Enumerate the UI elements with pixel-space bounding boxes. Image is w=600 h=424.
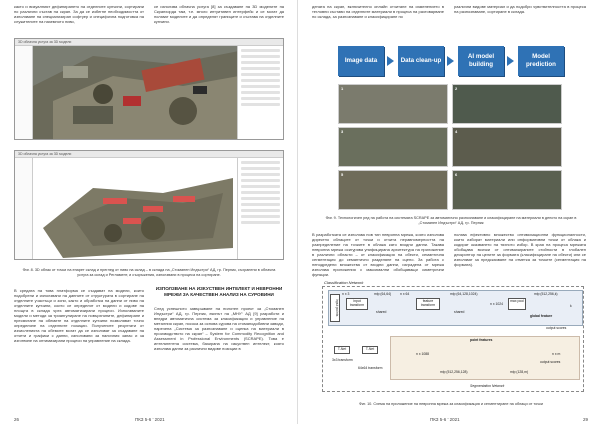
segmentation-region — [390, 336, 580, 380]
mlp2-label: mlp (64,128,1024) — [450, 292, 478, 296]
shared2-label: shared — [454, 310, 465, 314]
matrix1-label: 3x3 transform — [332, 358, 353, 362]
output-scores-2-label: output scores — [540, 360, 561, 364]
scrap-photo-3 — [338, 127, 448, 167]
screenshot-1-viewport — [33, 46, 237, 139]
tnet1-box: T-Net — [334, 346, 350, 354]
left-page — [0, 0, 298, 424]
left-col2-text: След успешното завършване на пилотен проект за „Стоманен Индъстри“ АД, гр. Перник, екипът на „МНУ“ АД [9] разработи и внедри автоматична система за класификация и управление на металния скрап, посока за основа сурова на стоманодобивни заводи, наречена „Система за разпознаване и оценка на материали в производството на скрап“ – System for Commodity Recognition and Assessment in Professional Environments (SCRAPE). Това е интелигентна система, базирана на изкуствен интелект, която използва данни за различни видове позиции в — [154, 306, 284, 351]
figure-8-caption: Фиг. 8. 3D облак от точки на епарет склад и преглед от ниво на склад – в склада на „Стоманен Индъстри“ АД, гр. Перник, съхранени в облачна услуга за склад и Регламент, и съоръжения, използвани в процеса на сортиране. — [22, 268, 276, 277]
point-cloud-screenshot-1 — [14, 38, 284, 140]
screenshot-2-sidebar — [15, 158, 33, 259]
input-points-box: input points — [330, 294, 340, 322]
nx64-label: n x 64 — [400, 292, 410, 296]
flow-step-ai-model-building: AI model building — [458, 46, 504, 76]
aerial-point-cloud-1 — [33, 46, 237, 139]
left-page-number: 26 — [14, 417, 20, 422]
screenshot-2-viewport — [33, 158, 237, 259]
point-features-label: point features — [470, 338, 493, 342]
section-heading: ИЗПОЛЗВАНЕ НА ИЗКУСТВЕН ИНТЕЛЕКТ И НЕВРОННИ МРЕЖИ ЗА КАЧЕСТВЕН АНАЛИЗ НА СУРОВИНИ — [155, 286, 283, 297]
flow-step-image-data: Image data — [338, 46, 384, 76]
scrap-photo-5 — [338, 170, 448, 210]
right-col2-text: ползва ефективно множество оптимизационни функционалности, които избират материали или информативни точки от облака и кодират оказването на тяхното избор. В края на процеса мрежата обобщава всички от оптимизираните стойности в глобален дескриптор на целите за формата (класифициране на обекти) или се използват за предсказване на отметка за точките (сегментация на формата). — [454, 232, 586, 267]
screenshot-2-properties-panel — [237, 158, 283, 259]
output-scores-label: output scores — [546, 326, 567, 330]
screenshot-1-sidebar — [15, 46, 33, 139]
flow-arrow-2 — [447, 56, 454, 66]
right-page — [302, 0, 600, 424]
photo-number: 2 — [455, 86, 458, 91]
left-top-text-col2: се използва облачна услуга [8] за създаване на 3D моделите на Скрапхорда там, т.е. много интуитивен интерфейс и се могат да ползват моделите и да определят границите и състава на отделните купчини. — [154, 4, 284, 24]
tnet2-box: T-Net — [362, 346, 378, 354]
right-col1-text: В разработката се използва нов тип невронна мрежа, която използва директно облаците от точки и отчита неравномерността на разпределение на точките в облака като входни данни. Такава невронна мрежа осигурява унифицирана архитектура на приложение в различни области – от класификация на обекти, семантична сегментация до семантично разделяне на сцено. За работа с неподредени множества от входни данни, изградена от мрежа използва приложения с максимални обобщаващи симетрични функции. — [312, 232, 444, 277]
scrap-photo-6 — [452, 170, 562, 210]
scrap-photo-4 — [452, 127, 562, 167]
scrap-photo-2 — [452, 84, 562, 124]
shared1-label: shared — [376, 310, 387, 314]
nx3-label: n x 3 — [342, 292, 350, 296]
photo-number: 3 — [341, 129, 344, 134]
screenshot-1-titlebar: 3D облачна услуга за 3D модели — [15, 39, 283, 46]
diagram-title: Classification Network — [324, 280, 364, 285]
left-top-text-col1: както и визуалният дефинирането на отделните купчини, сортирани по различни състав на скрап. За да се избегне необходимостта от използване на специализиран софтуер и специфична подготовка на служителите на наземното ниво, — [14, 4, 144, 24]
right-top-text-col1: депата на скрап, включително онлайн отчитане на изменението в тегловни състави на отделните материали в процеса на разтоварване по склада, за разпознаване и класифициране по — [312, 4, 444, 19]
aerial-point-cloud-2 — [33, 158, 237, 259]
right-top-text-col2: различни видове материал и да подобри чувствителността в процеса на разпознаване, сортиране в склада. — [454, 4, 586, 14]
right-page-number: 29 — [582, 417, 588, 422]
scrap-photo-1 — [338, 84, 448, 124]
input-transform-box: input transform — [346, 298, 368, 310]
nxm-label: n x m — [552, 352, 561, 356]
left-col1-text: В средата на това платформа се създават на модели, които подобрени и използвани на данните от структурата в сортиране на отделните участъци и зони, както и обработка на данни от ниво на отделните купчини, които се определят от модели и кодове на площта в склада чрез автоматизирани процеси. Използваните модели и методи за триангулиране на повърхнините, дефиниране и пресмятане на обемите на отделните купчини позволяват точно определяне на отделните позиции. Получените резултати от изчисленията на обемите могат да се използват за създаване на отчети и графики с данни, използвани за наличния запас и за изготвяне на оптимизирани процеси на управление на склада. — [14, 288, 144, 343]
mlp4-label: mlp (512,256,128) — [440, 370, 468, 374]
left-footer: ПКЗ 5-6 ’ 2021 — [135, 417, 165, 422]
right-footer: ПКЗ 5-6 ’ 2021 — [430, 417, 460, 422]
point-cloud-screenshot-2 — [14, 150, 284, 260]
photo-number: 6 — [455, 172, 458, 177]
k-label: k — [570, 304, 572, 308]
mlp1-label: mlp (64,64) — [374, 292, 392, 296]
mlp5-label: mlp (128,m) — [510, 370, 529, 374]
matrix2-label: 64x64 transform — [358, 366, 383, 370]
flow-arrow-1 — [387, 56, 394, 66]
diagram-subtitle: Segmentation Network — [470, 384, 505, 388]
flow-step-model-prediction: Model prediction — [518, 46, 564, 76]
mlp3-label: mlp (512,256,k) — [534, 292, 558, 296]
pointnet-diagram — [320, 280, 586, 400]
photo-number: 1 — [341, 86, 344, 91]
screenshot-2-titlebar: 3D облачна услуга за 3D модели — [15, 151, 283, 158]
figure-10-caption: Фиг. 10. Схема на приложение на невронна мрежа за класификация и сегментиране на облаци от точки — [359, 402, 543, 406]
flow-arrow-3 — [507, 56, 514, 66]
figure-9-caption: Фиг. 9. Технологичен ред на работа на системата SCRAPE за автоматично разпознаване и класифициране на материали в депото на скрап в „Стоманен Индъстри“ АД, гр. Перник — [325, 216, 577, 225]
feature-transform-box: feature transform — [416, 298, 440, 310]
flow-step-data-cleanup: Data clean-up — [398, 46, 444, 76]
nx1024-label: n x 1024 — [490, 302, 504, 306]
max-pool-box: max pool — [508, 298, 526, 310]
photo-number: 5 — [341, 172, 344, 177]
nx1088-label: n x 1088 — [416, 352, 430, 356]
global-feature-label: global feature — [530, 314, 553, 318]
screenshot-1-properties-panel — [237, 46, 283, 139]
photo-number: 4 — [455, 129, 458, 134]
